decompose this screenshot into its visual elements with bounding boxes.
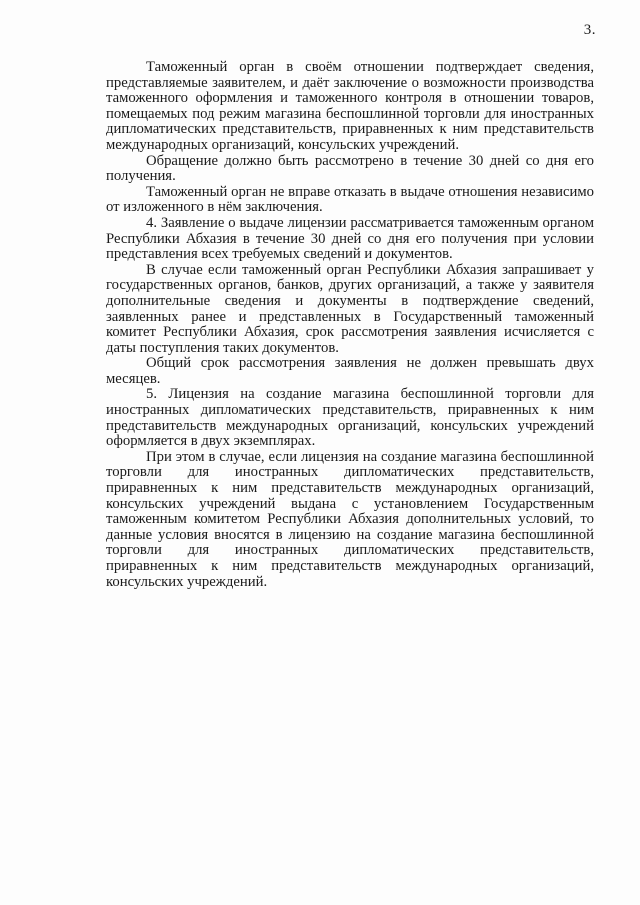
paragraph: Обращение должно быть рассмотрено в течение 30 дней со дня его получения. — [106, 152, 594, 185]
paragraph: 4. Заявление о выдаче лицензии рассматривается таможенным органом Республики Абхазия в течение 30 дней со дня его получения при условии представления всех требуемых сведений и документов. — [106, 214, 594, 263]
paragraph: 5. Лицензия на создание магазина беспошлинной торговли для иностранных дипломатических представительств, приравненных к ним представительств международных организаций, консульских учреждений оформляется в двух экземплярах. — [106, 386, 594, 450]
paragraph: Общий срок рассмотрения заявления не должен превышать двух месяцев. — [106, 355, 594, 387]
paragraph: Таможенный орган в своём отношении подтверждает сведения, представляемые заявителем, и даёт заключение о возможности производства таможенного оформления и таможенного контроля в отношении товаров, помещаемых под режим магазина беспошлинной торговли для иностранных дипломатических представительств, приравненных к ним представительств международных организаций, консульских учреждений. — [106, 59, 594, 153]
paragraph: В случае если таможенный орган Республики Абхазия запрашивает у государственных органов, банков, других организаций, а также у заявителя дополнительные сведения и документы в подтверждение сведений, заявленных ранее и представленных в Государственный таможенный комитет Республики Абхазия, срок рассмотрения заявления исчисляется с даты поступления таких документов. — [106, 261, 594, 356]
paragraph: Таможенный орган не вправе отказать в выдаче отношения независимо от изложенного в нём заключения. — [106, 183, 594, 216]
page-number: 3. — [583, 22, 596, 38]
document-body — [106, 60, 594, 590]
paragraph: При этом в случае, если лицензия на создание магазина беспошлинной торговли для иностранных дипломатических представительств, приравненных к ним представительств международных организаций, консульских учреждений выдана с установлением Государственным таможенным комитетом Республики Абхазия дополнительных условий, то данные условия вносятся в лицензию на создание магазина беспошлинной торговли для иностранных дипломатических представительств, приравненных к ним представительств международных организаций, консульских учреждений. — [106, 448, 594, 590]
